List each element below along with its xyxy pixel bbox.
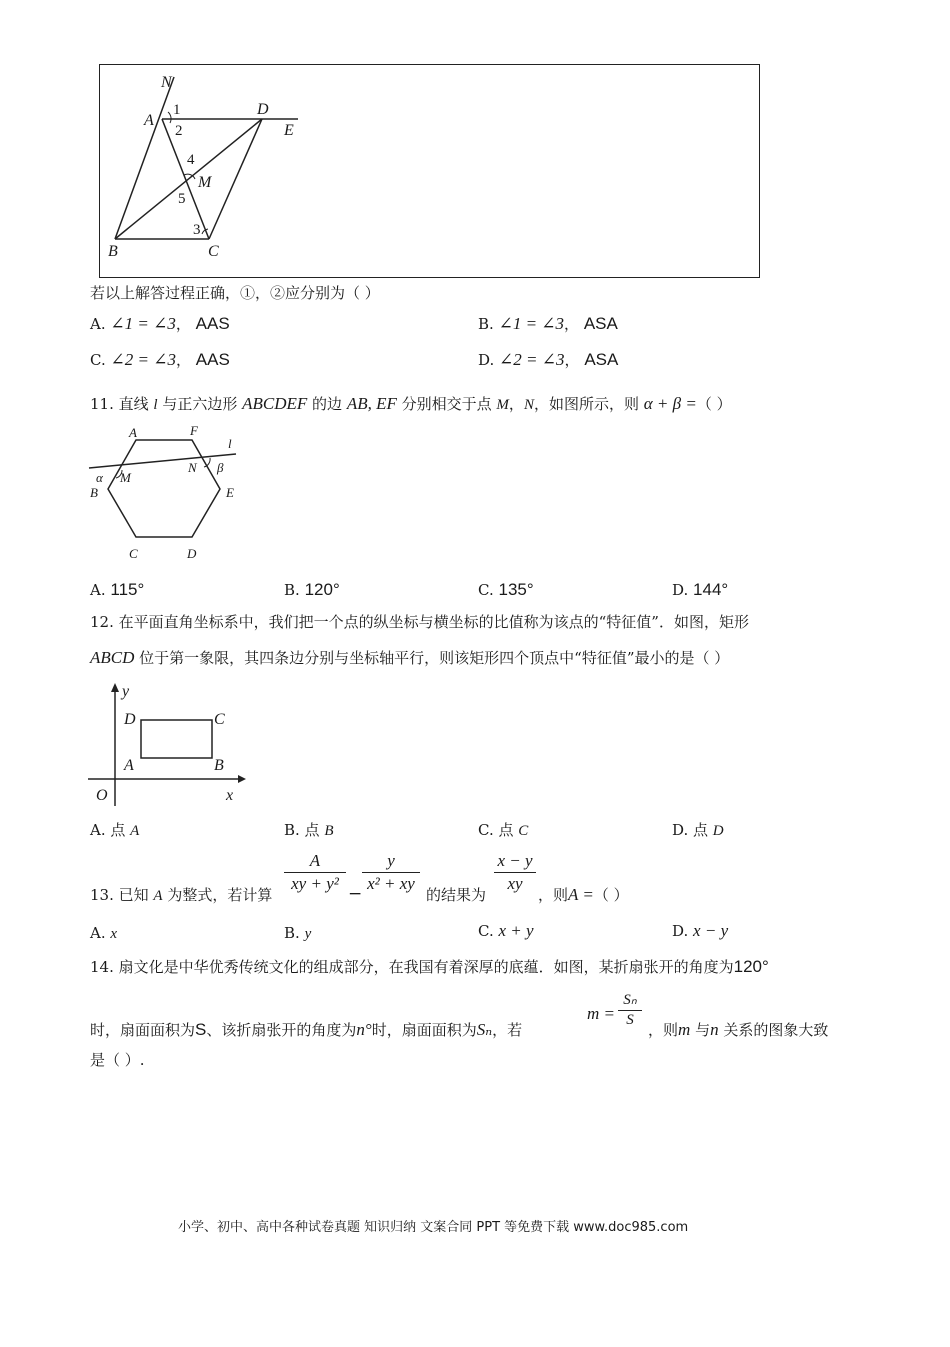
- q11-option-b: B. 120°: [284, 580, 340, 599]
- q10-label-2: 2: [175, 123, 183, 139]
- q14-fraction: Sₙ S: [618, 990, 642, 1029]
- q12-label-A: A: [124, 757, 134, 774]
- q12-label-y: y: [122, 683, 130, 700]
- q11-label-N: N: [188, 460, 197, 475]
- q14-line1: 14. 扇文化是中华优秀传统文化的组成部分，在我国有着深厚的底蕴．如图，某折扇张开的角度为120°: [90, 957, 769, 976]
- q11-label-A: A: [129, 425, 137, 440]
- q12-label-C: C: [214, 711, 225, 728]
- q12-option-a: A. 点 A: [90, 821, 140, 839]
- q10-label-4: 4: [187, 152, 195, 168]
- q11-label-B: B: [90, 485, 98, 500]
- q11-label-alpha: α: [96, 470, 103, 485]
- q12-rectangle: [141, 720, 212, 758]
- q13-fraction-3: x − y xy: [494, 851, 536, 894]
- q13-suffix: ，则A =（ ）: [538, 885, 629, 904]
- q12-option-c: C. 点 C: [478, 821, 529, 839]
- q11-hexagon: [108, 440, 220, 537]
- q10-label-M: M: [198, 174, 212, 191]
- q14-line2-start: 时，扇面面积为S、该折扇张开的角度为n°时，扇面面积为Sₙ，若: [90, 1020, 523, 1039]
- q12-question-line2: ABCD 位于第一象限，其四条边分别与坐标轴平行，则该矩形四个顶点中“特征值”最小的是（ ）: [90, 648, 730, 667]
- q11-label-l: l: [228, 436, 232, 451]
- q10-label-E: E: [284, 122, 294, 139]
- q12-option-d: D. 点 D: [672, 821, 724, 839]
- q10-option-d: D. ∠2 = ∠3， ASA: [478, 350, 619, 369]
- q11-figure: [86, 420, 246, 568]
- q10-label-C: C: [208, 243, 219, 260]
- q11-label-M: M: [120, 470, 131, 485]
- q11-option-c: C. 135°: [478, 580, 534, 599]
- q14-m-equals: m =: [587, 1004, 615, 1023]
- q11-label-F: F: [190, 423, 198, 438]
- q12-x-arrow: [238, 775, 246, 783]
- q10-option-a: A. ∠1 = ∠3， AAS: [90, 314, 230, 333]
- q13-fraction-2: y x² + xy: [362, 851, 420, 894]
- q13-prefix: 13. 已知 A 为整式，若计算: [90, 886, 273, 904]
- q11-line-l: [89, 454, 236, 468]
- q10-label-1: 1: [173, 102, 181, 118]
- q13-option-b: B. y: [284, 924, 312, 942]
- q14-line3: 是（ ）.: [90, 1051, 145, 1069]
- q13-mid: 的结果为: [426, 886, 487, 904]
- q12-option-b: B. 点 B: [284, 821, 334, 839]
- q12-label-O: O: [96, 787, 108, 804]
- q13-option-d: D. x − y: [672, 921, 729, 940]
- q10-figure: [100, 65, 320, 277]
- q11-label-beta: β: [217, 460, 224, 475]
- q10-label-D: D: [257, 101, 269, 118]
- q12-label-D: D: [124, 711, 136, 728]
- q10-label-5: 5: [178, 191, 186, 207]
- q12-question-line1: 12. 在平面直角坐标系中，我们把一个点的纵坐标与横坐标的比值称为该点的“特征值”．如图，矩形: [90, 613, 749, 631]
- q10-angle-arc-1: [168, 112, 171, 123]
- q11-label-E: E: [226, 485, 234, 500]
- q13-option-a: A. x: [90, 924, 118, 942]
- q10-label-A: A: [144, 112, 154, 129]
- q10-line-DC: [209, 119, 262, 239]
- q11-question: 11. 直线 l 与正六边形 ABCDEF 的边 AB, EF 分别相交于点 M，N，如图所示，则 α + β =（ ）: [90, 394, 732, 413]
- q11-option-a: A. 115°: [90, 580, 145, 599]
- q10-option-c: C. ∠2 = ∠3， AAS: [90, 350, 230, 369]
- q11-option-d: D. 144°: [672, 580, 729, 599]
- q13-minus: −: [348, 884, 363, 904]
- q10-option-b: B. ∠1 = ∠3， ASA: [478, 314, 618, 333]
- q12-label-B: B: [214, 757, 224, 774]
- q10-label-3: 3: [193, 222, 201, 238]
- q13-fraction-1: A xy + y²: [284, 851, 346, 894]
- q10-question: 若以上解答过程正确，①，②应分别为（ ）: [90, 284, 380, 302]
- q10-label-N: N: [161, 74, 172, 91]
- q11-label-C: C: [129, 546, 138, 561]
- q12-figure: [86, 680, 246, 808]
- q12-y-arrow: [111, 683, 119, 692]
- q10-label-B: B: [108, 243, 118, 260]
- q13-option-c: C. x + y: [478, 921, 534, 940]
- q12-label-x: x: [226, 787, 234, 804]
- q11-label-D: D: [187, 546, 197, 561]
- q14-line2-end: ，则m 与n 关系的图象大致: [648, 1020, 829, 1039]
- page-footer: 小学、初中、高中各种试卷真题 知识归纳 文案合同 PPT 等免费下载 www.doc985.com: [178, 1220, 689, 1235]
